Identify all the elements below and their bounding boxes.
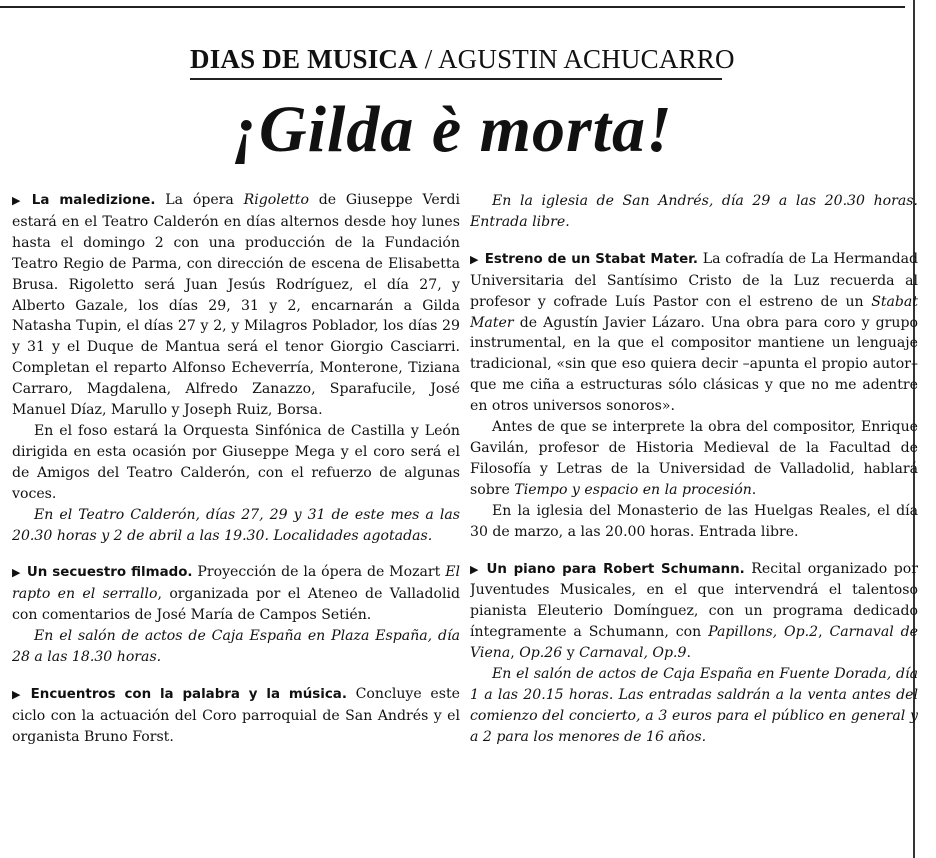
- triangle-bullet-icon: ▶: [470, 562, 481, 576]
- kicker-schumann: Un piano para Robert Schumann.: [486, 561, 745, 577]
- triangle-bullet-icon: ▶: [470, 252, 479, 266]
- kicker-stabat: Estreno de un Stabat Mater.: [484, 251, 698, 267]
- article-maledizione-p2: En el foso estará la Orquesta Sinfónica de Castilla y León dirigida en esta ocasión por Giuseppe Mega y el coro será el de Amigos del Teatro Calderón, con el refuerzo de algunas voces.: [12, 422, 460, 502]
- article-secuestro-p1: ▶ Un secuestro filmado. Proyección de la ópera de Mozart El rapto en el serrallo, organizada por el Ateneo de Valladolid con comentarios de José María de Campos Setién.: [12, 564, 460, 624]
- left-column: [12, 190, 460, 840]
- kicker-maledizione: La maledizione.: [31, 193, 156, 208]
- header-separator: /: [424, 44, 433, 74]
- lecture-title: Tiempo y espacio en la procesión: [514, 481, 752, 498]
- headline: ¡Gilda è morta!: [232, 93, 673, 166]
- article-encuentros-info: En la iglesia de San Andrés, día 29 a las 20.30 horas. Entrada libre.: [470, 193, 918, 230]
- opera-title: Rigoletto: [243, 192, 309, 208]
- work-title: Papillons, Op.2: [708, 624, 819, 641]
- article-stabat-p2: Antes de que se interprete la obra del compositor, Enrique Gavilán, profesor de Historia Medieval de la Facultad de Filosofía y Letras de la Universidad de Valladolid, hablará sobre Tiempo y espacio en la procesión.: [470, 419, 918, 498]
- opera-title: El rapto en el serrallo: [12, 564, 460, 603]
- article-maledizione-p1: ▶ La maledizione. La ópera Rigoletto de Giuseppe Verdi estará en el Teatro Calderón en días alternos desde hoy lunes hasta el domingo 2 con una producción de la Fundación Teatro Regio de Parma, con dirección de escena de Elisabetta Brusa. Rigoletto será Juan Jesús Rodríguez, el día 27, y Alberto Gazale, los días 29, 31 y 2, encarnarán a Gilda Natasha Tupin, el días 27 y 2, y Milagros Poblador, los días 29 y 31 y el Duque de Mantua será el tenor Giorgio Casciarri. Completan el reparto Alfonso Echeverría, Monterone, Tiziana Carraro, Magdalena, Alfredo Zanazzo, Sparafucile, José Manuel Díaz, Marullo y Joseph Ruiz, Borsa.: [12, 192, 460, 419]
- right-column: [470, 191, 918, 841]
- top-rule: [0, 6, 905, 8]
- section-header: [190, 44, 735, 80]
- triangle-bullet-icon: ▶: [12, 566, 21, 580]
- article-maledizione-info: En el Teatro Calderón, días 27, 29 y 31 de este mes a las 20.30 horas y 2 de abril a las 19.30. Localidades agotadas.: [12, 506, 460, 544]
- work-title: Op.26: [519, 645, 563, 662]
- article-encuentros-p1: ▶ Encuentros con la palabra y la música. Concluye este ciclo con la actuación del Coro parroquial de San Andrés y el organista Bruno Forst.: [12, 685, 460, 745]
- work-title: Stabat Mater: [470, 293, 918, 331]
- triangle-bullet-icon: ▶: [12, 194, 26, 207]
- article-secuestro-info: En el salón de actos de Caja España en Plaza España, día 28 a las 18.30 horas.: [12, 628, 460, 666]
- section-name: DIAS DE MUSICA: [190, 44, 418, 74]
- article-schumann-info: En el salón de actos de Caja España en Fuente Dorada, día 1 a las 20.15 horas. Las entradas saldrán a la venta antes del comienzo del concierto, a 3 euros para el público en general y a 2 para los menores de 16 años.: [470, 666, 918, 745]
- work-title: Carnaval de Viena: [470, 624, 918, 662]
- author-name: AGUSTIN ACHUCARRO: [437, 44, 735, 74]
- kicker-encuentros: Encuentros con la palabra y la música.: [30, 686, 347, 702]
- article-stabat-p1: ▶ Estreno de un Stabat Mater. La cofradía de La Hermandad Universitaria del Santísimo Cristo de la Luz recuerda al profesor y cofrade Luís Pastor con el estreno de un Stabat Mater de Agustín Javier Lázaro. Una obra para coro y grupo instrumental, en la que el compositor mantiene un lenguaje tradicional, «sin que eso quiera decir –apunta el propio autor– que me ciña a estructuras sólo clásicas y que no me adentre en otros universos sonoros».: [470, 250, 918, 415]
- article-schumann-p1: ▶ Un piano para Robert Schumann. Recital organizado por Juventudes Musicales, en el que intervendrá el talentoso pianista Eleuterio Domínguez, con un programa dedicado íntegramente a Schumann, con Papillons, Op.2, Carnaval de Viena, Op.26 y Carnaval, Op.9.: [470, 560, 918, 662]
- kicker-secuestro: Un secuestro filmado.: [26, 565, 193, 581]
- work-title: Carnaval, Op.9: [579, 645, 687, 662]
- article-stabat-info: En la iglesia del Monasterio de las Huelgas Reales, el día 30 de marzo, a las 20.00 horas. Entrada libre.: [470, 502, 918, 540]
- triangle-bullet-icon: ▶: [12, 687, 25, 701]
